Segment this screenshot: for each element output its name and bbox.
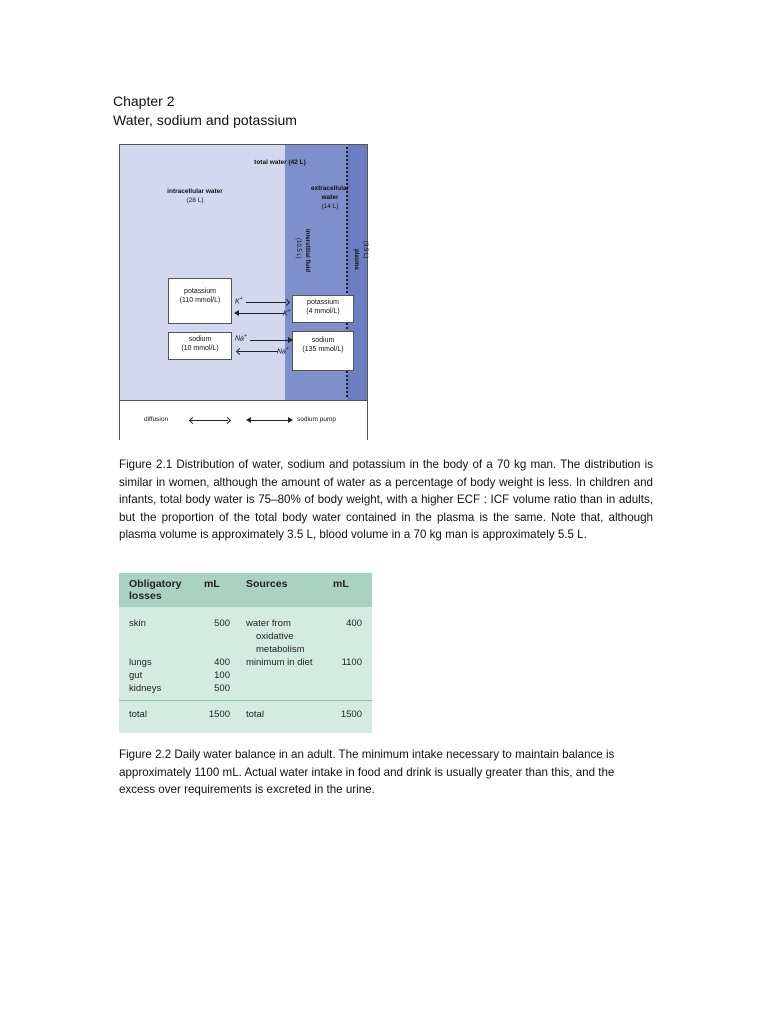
k-ion-label-left: K+: [235, 296, 243, 306]
total-label-losses: total: [129, 709, 147, 720]
extracellular-water-label-1: extracellular: [310, 185, 350, 192]
loss-name-lungs: lungs: [129, 657, 152, 668]
ecf-sodium-name: sodium: [311, 337, 335, 344]
chapter-label: Chapter 2: [113, 93, 175, 109]
header-ml-2: mL: [333, 578, 349, 590]
source-oxidative-2: oxidative: [256, 631, 294, 642]
total-ml-sources: 1500: [340, 709, 362, 720]
icf-sodium-box: [168, 332, 232, 360]
legend-diffusion-line: [190, 420, 228, 421]
na-ion-label-left: Na+: [235, 333, 247, 343]
header-sources: Sources: [246, 578, 288, 590]
legend-sodium-pump-label: sodium pump: [297, 416, 337, 423]
source-oxidative-1: water from: [246, 618, 291, 629]
water-distribution-figure: [119, 144, 368, 440]
ecf-sodium-box: [292, 331, 354, 371]
intracellular-volume: (28 L): [186, 197, 204, 204]
k-ion-label-right: K+: [283, 308, 291, 318]
loss-ml-lungs: 400: [214, 657, 230, 668]
k-diffusion-arrow: [246, 302, 286, 303]
k-pump-arrow: [238, 313, 284, 314]
figure-2-1-caption: Figure 2.1 Distribution of water, sodium and potassium in the body of a 70 kg man. The distribution is similar in women, although the amount of water as a percentage of body weight is less. In children and infants, total body water is 75–80% of body weight, with a higher ECF : ICF volume ratio than in adults, but the proportion of the total body water contained in the plasma is the same. Note that, although plasma volume is approximately 3.5 L, blood volume in a 70 kg man is approximately 5.5 L.: [119, 458, 653, 541]
na-pump-arrowhead: [288, 337, 293, 343]
extracellular-water-label-2: water: [321, 194, 339, 201]
icf-sodium-conc: (10 mmol/L): [181, 345, 219, 352]
icf-sodium-name: sodium: [188, 336, 212, 343]
source-name-diet: minimum in diet: [246, 657, 313, 668]
icf-potassium-name: potassium: [184, 288, 216, 295]
ecf-potassium-box: [292, 295, 354, 323]
table-total-separator: [119, 700, 372, 701]
k-pump-arrowhead: [234, 310, 239, 316]
water-balance-table: [119, 573, 372, 733]
header-losses-2: losses: [129, 590, 162, 602]
intracellular-water-label: intracellular water: [167, 188, 223, 195]
loss-ml-skin: 500: [214, 618, 230, 629]
total-water-label: total water (42 L): [254, 159, 306, 166]
total-ml-losses: 1500: [208, 709, 230, 720]
header-losses-1: Obligatory: [129, 578, 182, 590]
loss-name-skin: skin: [129, 618, 146, 629]
source-ml-oxidative: 400: [346, 618, 362, 629]
legend-pump-arrowhead-right: [288, 417, 293, 423]
extracellular-volume: (14 L): [321, 203, 339, 210]
legend-diffusion-label: diffusion: [144, 416, 169, 423]
interstitial-volume: (10.5 L): [295, 238, 301, 259]
chapter-title: Water, sodium and potassium: [113, 112, 297, 128]
na-ion-label-right: Na+: [277, 346, 289, 356]
icf-potassium-conc: (110 mmol/L): [179, 297, 221, 304]
total-label-sources: total: [246, 709, 264, 720]
loss-name-gut: gut: [129, 670, 143, 681]
na-pump-arrow: [250, 340, 288, 341]
ecf-potassium-name: potassium: [307, 299, 339, 306]
ecf-potassium-conc: (4 mmol/L): [306, 308, 340, 315]
plasma-volume: (3.5 L): [362, 241, 368, 259]
header-ml-1: mL: [204, 578, 220, 590]
source-ml-diet: 1100: [341, 657, 362, 668]
legend-pump-line: [250, 420, 288, 421]
figure-2-2-caption: Figure 2.2 Daily water balance in an adult. The minimum intake necessary to maintain balance is approximately 1100 mL. Actual water intake in food and drink is usually greater than this, and the excess over requirements is excreted in the urine.: [119, 748, 615, 796]
figure-legend: [120, 400, 367, 440]
source-oxidative-3: metabolism: [256, 644, 305, 655]
loss-ml-kidneys: 500: [214, 683, 230, 694]
icf-potassium-box: [168, 278, 232, 324]
loss-ml-gut: 100: [214, 670, 230, 681]
legend-diffusion-arrowhead-right: [224, 417, 231, 424]
interstitial-fluid-label: interstitial fluid: [304, 229, 310, 273]
loss-name-kidneys: kidneys: [129, 683, 162, 694]
plasma-label: plasma: [353, 249, 359, 270]
ecf-sodium-conc: (135 mmol/L): [302, 346, 344, 353]
na-diffusion-arrow: [238, 351, 278, 352]
intracellular-compartment: [120, 145, 285, 400]
